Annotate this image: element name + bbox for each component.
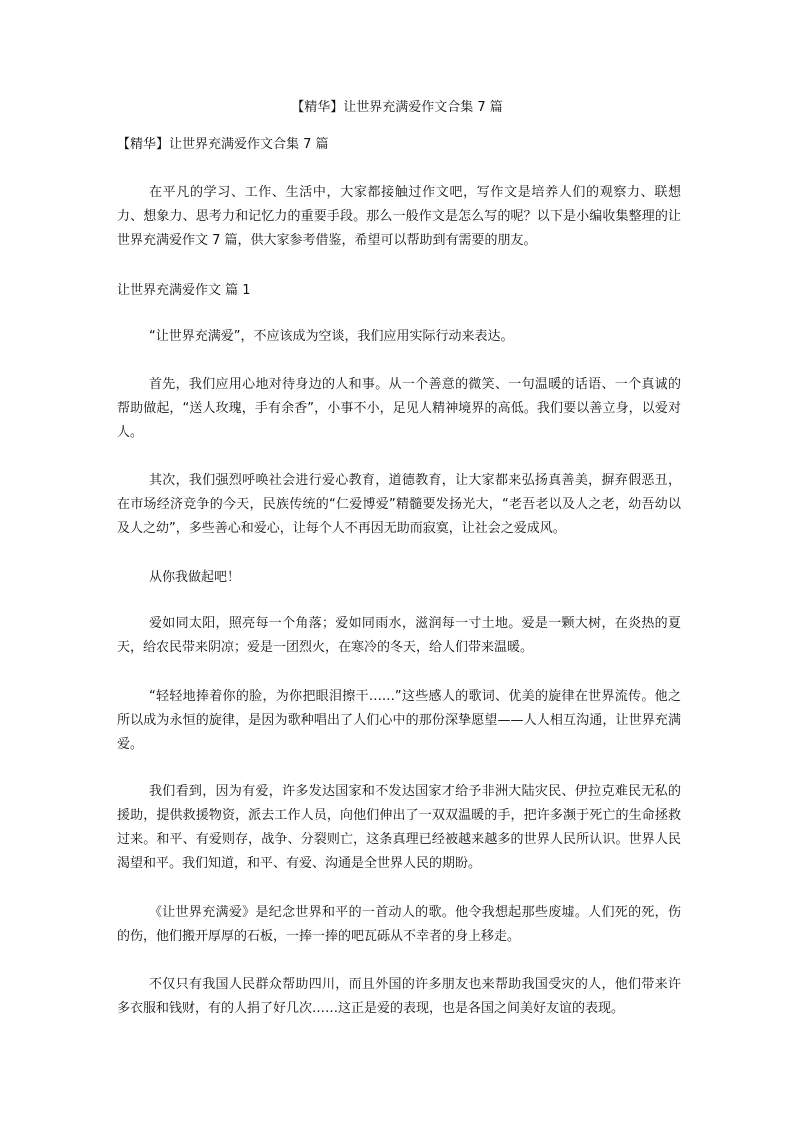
- intro-paragraph: 在平凡的学习、工作、生活中，大家都接触过作文吧，写作文是培养人们的观察力、联想力、想象力、思考力和记忆力的重要手段。那么一般作文是怎么写的呢？以下是小编收集整理的让世界充满爱作文 7 篇，供大家参考借鉴，希望可以帮助到有需要的朋友。: [117, 185, 681, 248]
- document-title: 【精华】让世界充满爱作文合集 7 篇: [291, 100, 503, 115]
- body-paragraph: 从你我做起吧！: [149, 570, 241, 585]
- body-paragraph: 《让世界充满爱》是纪念世界和平的一首动人的歌。他令我想起那些废墟。人们死的死，伤的伤，他们搬开厚厚的石板，一捧一捧的吧瓦砾从不幸者的身上移走。: [117, 905, 681, 944]
- body-paragraph: 爱如同太阳，照亮每一个角落；爱如同雨水，滋润每一寸土地。爱是一颗大树，在炎热的夏天，给农民带来阴凉；爱是一团烈火，在寒冷的冬天，给人们带来温暖。: [117, 616, 681, 655]
- section-heading: 让世界充满爱作文 篇 1: [117, 283, 251, 298]
- body-paragraph: 我们看到，因为有爱，许多发达国家和不发达国家才给予非洲大陆灾民、伊拉克难民无私的援助，提供救援物资，派去工作人员，向他们伸出了一双双温暖的手，把许多濒于死亡的生命拯救过来。和平、有爱则存，战争、分裂则亡，这条真理已经被越来越多的世界人民所认识。世界人民渴望和平。我们知道，和平、有爱、沟通是全世界人民的期盼。: [117, 784, 681, 871]
- body-paragraph: 首先，我们应用心地对待身边的人和事。从一个善意的微笑、一句温暖的话语、一个真诚的帮助做起，“送人玫瑰，手有余香”，小事不小，足见人精神境界的高低。我们要以善立身，以爱对人。: [117, 377, 681, 440]
- body-paragraph: “让世界充满爱”，不应该成为空谈，我们应用实际行动来表达。: [149, 329, 514, 344]
- body-paragraph: “轻轻地捧着你的脸，为你把眼泪擦干……”这些感人的歌词、优美的旋律在世界流传。他之所以成为永恒的旋律，是因为歌种唱出了人们心中的那份深挚愿望——人人相互沟通，让世界充满爱。: [117, 689, 681, 752]
- body-paragraph: 其次，我们强烈呼唤社会进行爱心教育，道德教育，让大家都来弘扬真善美，摒弃假恶丑，在市场经济竞争的今天，民族传统的“仁爱博爱”精髓要发扬光大，“老吾老以及人之老，幼吾幼以及人之幼”，多些善心和爱心，让每个人不再因无助而寂寞，让社会之爱成风。: [117, 473, 681, 536]
- document-subtitle: 【精华】让世界充满爱作文合集 7 篇: [117, 137, 329, 152]
- body-paragraph: 不仅只有我国人民群众帮助四川，而且外国的许多朋友也来帮助我国受灾的人，他们带来许多衣服和钱财，有的人捐了好几次……这正是爱的表现，也是各国之间美好友谊的表现。: [117, 977, 681, 1016]
